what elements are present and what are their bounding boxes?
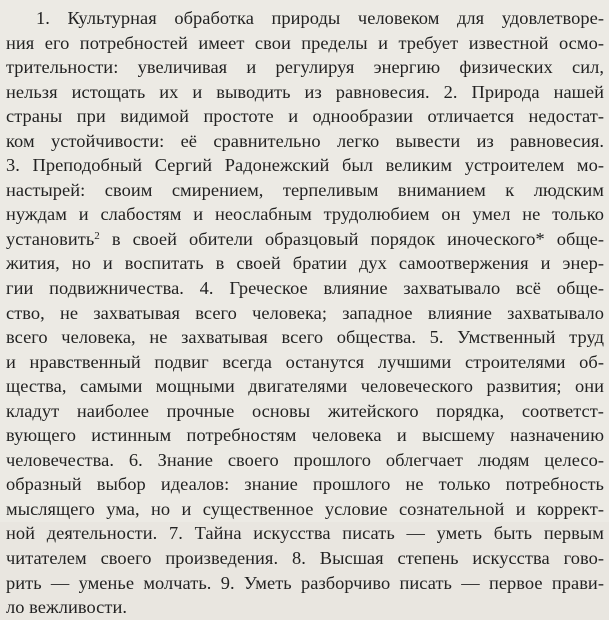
text-line: образный выбор идеалов: знание прошлого не только потребность xyxy=(6,474,604,495)
text-line: вующего истинным потребностям человека и высшему назначению xyxy=(6,425,604,446)
text-line: трительности: увеличивая и регулируя энергию физических сил, xyxy=(6,57,604,78)
text-line: ло вежливости. xyxy=(6,597,127,618)
text-line: ство, не захватывая всего человека; западное влияние захватывало xyxy=(6,302,604,323)
text-line: рить — уменье молчать. 9. Уметь разборчиво писать — первое прави- xyxy=(6,572,604,593)
text-line: нуждам и слабостям и неослабным трудолюбием он умел не только xyxy=(6,204,604,225)
text-line: ком устойчивости: её сравнительно легко вывести из равновесия. xyxy=(6,130,604,151)
text-line: 3. Преподобный Сергий Радонежский был великим устроителем мо- xyxy=(6,155,604,176)
text-line: ния его потребностей имеет свои пределы и требует известной осмо- xyxy=(6,32,604,53)
text-line: читателем своего произведения. 8. Высшая степень искусства гово- xyxy=(6,548,604,569)
text-line: нельзя истощать их и выводить из равновесия. 2. Природа нашей xyxy=(6,81,604,102)
text-line: настырей: своим смирением, терпеливым вниманием к людским xyxy=(6,179,604,200)
text-line: ной деятельности. 7. Тайна искусства писать — уметь быть первым xyxy=(6,523,604,544)
text-line: страны при видимой простоте и однообразии отличается недостат- xyxy=(6,106,604,127)
text-line: кладут наиболее прочные основы житейского порядка, соответст- xyxy=(6,400,604,421)
text-fragment: в своей обители образцовый порядок иноческого* обще- xyxy=(99,228,604,249)
footnote-marker: 2 xyxy=(94,229,100,242)
text-line: и нравственный подвиг всегда останутся лучшими строителями об- xyxy=(6,351,604,372)
text-fragment: установить xyxy=(6,228,95,249)
text-line xyxy=(6,227,604,252)
text-line: щества, самыми мощными двигателями человеческого развития; они xyxy=(6,376,604,397)
paragraph-text xyxy=(6,6,604,620)
text-line: всего человека, не захватывая всего общества. 5. Умственный труд xyxy=(6,327,604,348)
text-line: жития, но и воспитать в своей братии дух самоотвержения и энер- xyxy=(6,253,604,274)
text-line: 1. Культурная обработка природы человеком для удовлетворе- xyxy=(36,8,604,28)
text-line: гии подвижничества. 4. Греческое влияние захватывало всё обще- xyxy=(6,278,604,299)
text-line: человечества. 6. Знание своего прошлого облегчает людям целесо- xyxy=(6,449,604,470)
text-line: мыслящего ума, но и существенное условие сознательной и коррект- xyxy=(6,498,604,519)
